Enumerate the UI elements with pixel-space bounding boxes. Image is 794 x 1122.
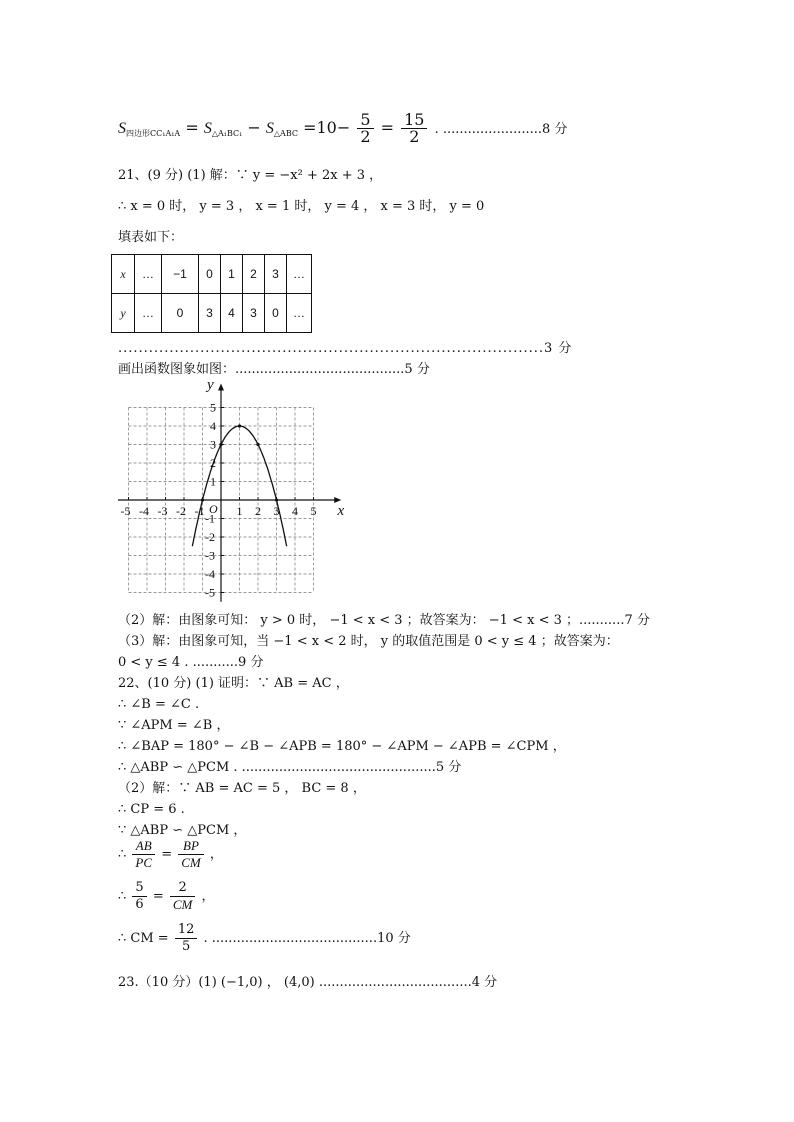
numerator: BP <box>178 838 204 855</box>
s-symbol: S <box>203 120 212 137</box>
curve-point <box>238 424 241 427</box>
q22-step: ∴ CP = 6 . <box>118 802 185 817</box>
area-formula-line <box>118 112 567 145</box>
x-tick-label: 5 <box>310 504 317 518</box>
score-tail: . ........................8 分 <box>434 122 568 137</box>
q22-heading: 22、(10 分) (1) 证明：∵ AB = AC ， <box>118 676 349 691</box>
table-cell: 3 <box>265 255 287 294</box>
table-cell: … <box>287 255 312 294</box>
minus-sign: − <box>247 118 261 137</box>
draw-graph-label: 画出函数图象如图：.........................................5 分 <box>118 362 430 377</box>
y-axis-label: y <box>207 382 214 393</box>
q22-step: ∴ ∠BAP = 180° − ∠B − ∠APB = 180° − ∠APM − ∠APB = ∠CPM ， <box>118 739 566 754</box>
y-tick-label: -2 <box>205 530 215 544</box>
fraction-15-2 <box>401 112 427 145</box>
x-axis-label: x <box>337 503 345 519</box>
y-tick-label: 2 <box>210 456 216 470</box>
q21-part3-answer: 0 < y ≤ 4 . ...........9 分 <box>118 655 264 670</box>
denominator: CM <box>181 855 201 870</box>
parabola-graph <box>118 382 348 607</box>
y-tick-label: -5 <box>205 585 215 600</box>
table-cell: 4 <box>221 294 243 333</box>
q22-ratio-2 <box>118 880 215 913</box>
table-cell: 0 <box>199 255 221 294</box>
fraction <box>170 880 196 913</box>
numerator: AB <box>132 838 155 855</box>
denominator: 2 <box>409 127 420 146</box>
x-tick-label: -1 <box>194 504 205 518</box>
q21-values: ∴ x = 0 时， y = 3 ， x = 1 时， y = 4 ， x = 3 时， y = 0 <box>118 199 485 214</box>
x-tick-label: -3 <box>157 504 168 518</box>
q22-step: ∴ △ABP ∽ △PCM . ...............................................5 分 <box>118 760 462 775</box>
table-row <box>112 294 312 333</box>
q22-step: ∵ ∠APM = ∠B ， <box>118 718 230 733</box>
equals-sign: = <box>185 118 199 137</box>
table-cell: … <box>135 294 162 333</box>
fraction-5-2 <box>357 112 373 145</box>
x-tick-label: 3 <box>273 504 280 518</box>
score-3-line: ...................................................................................3 分 <box>118 341 573 356</box>
quad-subscript: 四边形CC₁A₁A <box>126 129 181 138</box>
y-tick-label: -4 <box>205 567 215 581</box>
triangle-subscript: △ABC <box>273 129 298 138</box>
table-cell: 0 <box>162 294 199 333</box>
equals-sign: = <box>161 847 173 862</box>
q22-step: ∴ ∠B = ∠C . <box>118 697 200 712</box>
fill-table-label: 填表如下： <box>118 230 184 245</box>
fraction-12-5 <box>175 922 198 955</box>
x-tick-label: 1 <box>236 504 243 518</box>
numerator: 12 <box>175 922 198 939</box>
q22-result <box>118 922 411 955</box>
origin-label: O <box>209 502 218 516</box>
tick-labels <box>121 382 345 600</box>
numerator: 5 <box>132 880 146 897</box>
y-axis-arrow <box>218 383 224 390</box>
y-tick-label: -1 <box>205 511 215 526</box>
denominator: CM <box>172 897 193 912</box>
fraction <box>178 838 204 871</box>
s-symbol: S <box>118 120 126 137</box>
s-symbol: S <box>265 120 274 137</box>
denominator: PC <box>135 855 153 870</box>
y-tick-label: 3 <box>210 437 216 452</box>
table-cell: 3 <box>243 294 265 333</box>
denominator: 2 <box>360 127 371 146</box>
result-prefix: ∴ CM = <box>118 931 169 946</box>
value-table <box>111 254 312 333</box>
table-cell: x <box>112 255 135 294</box>
q22-step: （2）解：∵ AB = AC = 5 ， BC = 8 ， <box>118 781 366 796</box>
q22-step: ∵ △ABP ∽ △PCM ， <box>118 823 247 838</box>
x-tick-label: -2 <box>176 504 186 518</box>
comma: ， <box>201 889 215 904</box>
value-text: =10− <box>303 118 351 137</box>
q21-heading: 21、(9 分) (1) 解：∵ y = −x² + 2x + 3 ， <box>118 168 383 183</box>
fraction <box>132 838 155 871</box>
curve-point <box>219 443 222 446</box>
numerator: 5 <box>357 112 373 129</box>
curve-point <box>256 443 259 446</box>
y-tick-label: 4 <box>210 419 216 433</box>
q23-line: 23.（10 分）(1) (−1,0) ， (4,0) .....................................4 分 <box>118 975 498 990</box>
table-cell: 3 <box>199 294 221 333</box>
table-cell: y <box>112 294 135 333</box>
table-cell: 1 <box>221 255 243 294</box>
score-tail: . ........................................10 分 <box>203 931 411 946</box>
therefore-sign: ∴ <box>118 889 127 904</box>
y-tick-label: -3 <box>205 548 215 563</box>
y-tick-label: 1 <box>210 474 216 489</box>
table-cell: −1 <box>162 255 199 294</box>
curve-point <box>201 498 204 501</box>
q21-part2: （2）解：由图象可知： y > 0 时， −1 < x < 3 ；故答案为： −1 < x < 3 ；...........7 分 <box>118 613 650 628</box>
table-row <box>112 255 312 294</box>
equals-sign: = <box>380 118 395 137</box>
table-cell: 0 <box>265 294 287 333</box>
denominator: 6 <box>135 897 144 912</box>
table-cell: … <box>135 255 162 294</box>
denominator: 5 <box>181 939 191 954</box>
comma: ， <box>209 847 223 862</box>
triangle-subscript: △A₁BC₁ <box>211 129 243 138</box>
curve-point <box>275 498 278 501</box>
therefore-sign: ∴ <box>118 847 127 862</box>
y-tick-label: 5 <box>210 400 216 415</box>
equals-sign: = <box>152 889 164 904</box>
table-cell: … <box>287 294 312 333</box>
table-cell: 2 <box>243 255 265 294</box>
x-tick-label: -4 <box>139 504 149 518</box>
numerator: 2 <box>170 880 196 897</box>
x-tick-label: -5 <box>120 504 131 518</box>
x-tick-label: 4 <box>292 504 298 518</box>
q22-ratio-1 <box>118 838 223 871</box>
numerator: 15 <box>401 112 427 129</box>
x-tick-label: 2 <box>255 504 261 518</box>
fraction <box>132 880 146 913</box>
q21-part3: （3）解：由图象可知，当 −1 < x < 2 时， y 的取值范围是 0 < y ≤ 4 ；故答案为： <box>118 634 619 649</box>
axes <box>118 383 341 601</box>
